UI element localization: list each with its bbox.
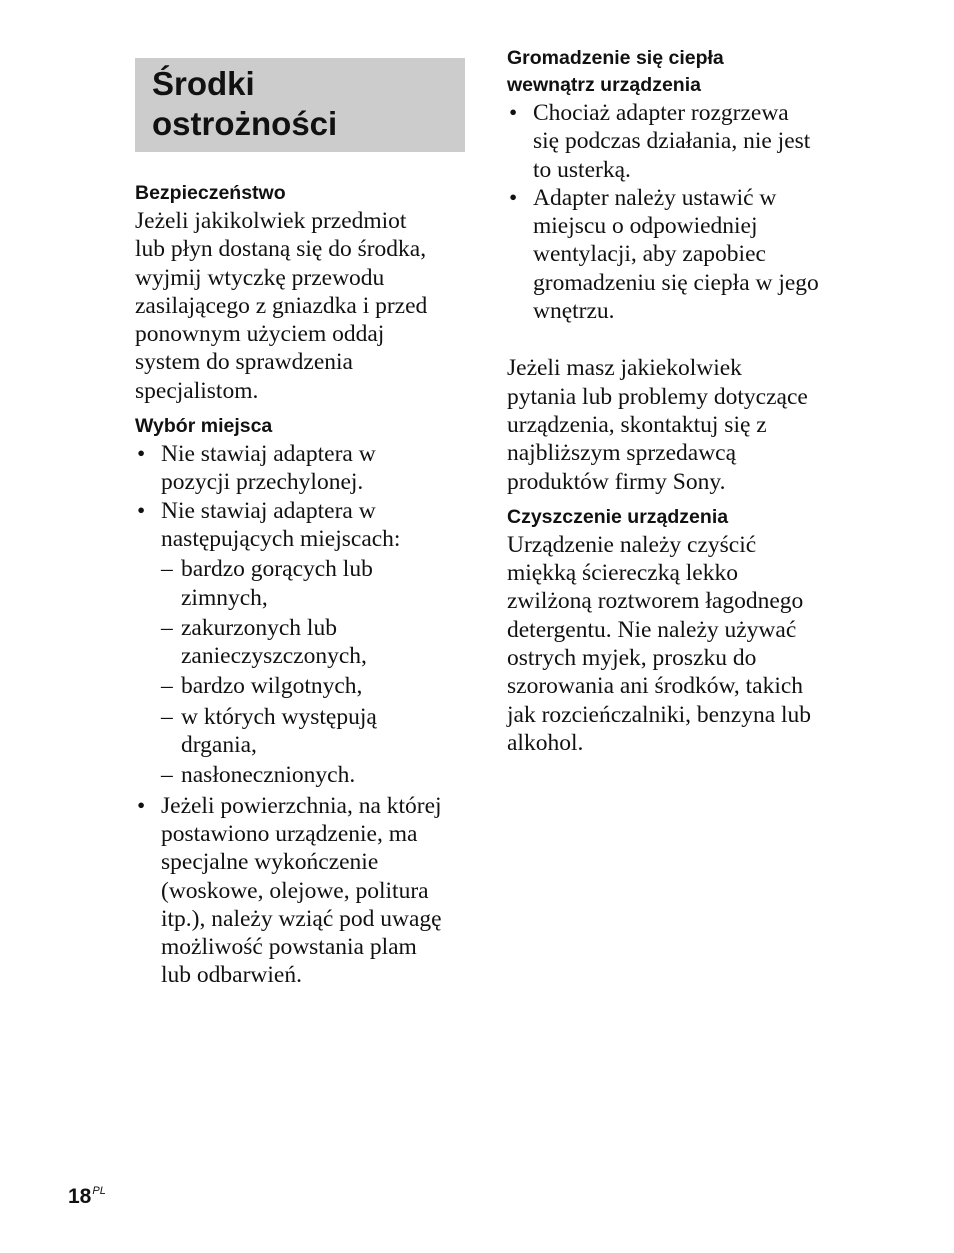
right-column — [507, 40, 837, 757]
text-line: zanieczyszczonych, — [181, 643, 367, 670]
cleaning-heading: Czyszczenie urządzenia — [507, 505, 729, 528]
sublist-item — [161, 703, 465, 760]
text-line: produktów firmy Sony. — [507, 468, 726, 495]
text-line: szorowania ani środków, takich — [507, 673, 804, 700]
text-line: Nie stawiaj adaptera w — [161, 441, 376, 468]
text-line: lub odbarwień. — [161, 962, 302, 989]
heading-line: Gromadzenie się ciepła — [507, 47, 724, 69]
text-line: specjalne wykończenie — [161, 849, 379, 876]
title-line: ostrożności — [152, 105, 338, 142]
text-line: to usterką. — [533, 156, 631, 183]
sublist-item — [161, 555, 465, 612]
page-number-value: 18 — [68, 1185, 92, 1208]
text-line: zimnych, — [181, 584, 268, 611]
contact-paragraph — [507, 354, 837, 495]
heat-section — [507, 45, 837, 325]
text-line: system do sprawdzenia — [135, 349, 353, 376]
list-item — [507, 99, 837, 184]
text-line: drgania, — [181, 732, 257, 759]
heading-line: wewnątrz urządzenia — [507, 74, 701, 96]
text-line: miękką ściereczką lekko — [507, 560, 738, 587]
text-line: Urządzenie należy czyścić — [507, 531, 757, 558]
section-title-box — [135, 58, 465, 152]
placement-section — [135, 413, 465, 990]
sublist-item — [161, 672, 465, 700]
text-line: miejscu o odpowiedniej — [533, 213, 758, 240]
text-line: jak rozcieńczalniki, benzyna lub — [507, 701, 812, 728]
text-line: Nie stawiaj adaptera w — [161, 497, 376, 524]
text-line: możliwość powstania plam — [161, 934, 417, 961]
text-line: detergentu. Nie należy używać — [507, 616, 797, 643]
text-line: bardzo gorących lub — [181, 556, 373, 583]
placement-list — [135, 440, 465, 990]
text-line: Jeżeli powierzchnia, na której — [161, 792, 442, 819]
text-line: zasilającego z gniazdka i przed — [135, 292, 428, 319]
text-line: zakurzonych lub — [181, 614, 337, 641]
list-item — [135, 497, 465, 790]
text-line: się podczas działania, nie jest — [533, 128, 811, 155]
text-line: gromadzeniu się ciepła w jego — [533, 269, 819, 296]
text-line: alkohol. — [507, 729, 584, 756]
text-line: wnętrzu. — [533, 298, 615, 325]
text-line: zwilżoną roztworem łagodnego — [507, 588, 804, 615]
text-line: urządzenia, skontaktuj się z — [507, 411, 767, 438]
text-line: itp.), należy wziąć pod uwagę — [161, 905, 442, 932]
left-column — [135, 40, 465, 990]
heat-heading — [507, 45, 837, 99]
location-sublist — [161, 555, 465, 789]
text-line: w których występują — [181, 703, 377, 730]
text-line: nasłonecznionych. — [181, 762, 356, 789]
text-line: Adapter należy ustawić w — [533, 184, 777, 211]
page-number — [68, 1178, 106, 1210]
list-item — [507, 184, 837, 325]
list-item — [135, 440, 465, 497]
text-line: następujących miejscach: — [161, 525, 401, 552]
sublist-item — [161, 614, 465, 671]
text-line: pozycji przechylonej. — [161, 469, 364, 496]
list-item — [135, 792, 465, 990]
cleaning-paragraph — [507, 531, 837, 757]
heat-list — [507, 99, 837, 325]
text-line: wyjmij wtyczkę przewodu — [135, 264, 385, 291]
text-line: ponownym użyciem oddaj — [135, 321, 385, 348]
text-line: Jeżeli masz jakiekolwiek — [507, 355, 742, 382]
text-line: postawiono urządzenie, ma — [161, 820, 418, 847]
cleaning-section — [507, 504, 837, 757]
text-line: ostrych myjek, proszku do — [507, 645, 757, 672]
text-line: wentylacji, aby zapobiec — [533, 241, 766, 268]
text-line: specjalistom. — [135, 377, 259, 404]
text-line: pytania lub problemy dotyczące — [507, 383, 808, 410]
text-line: Jeżeli jakikolwiek przedmiot — [135, 208, 407, 234]
text-line: Chociaż adapter rozgrzewa — [533, 100, 789, 126]
safety-section — [135, 180, 465, 405]
safety-heading: Bezpieczeństwo — [135, 182, 286, 204]
page-language-code: PL — [92, 1185, 106, 1197]
placement-heading: Wybór miejsca — [135, 415, 273, 438]
title-line: Środki — [152, 65, 255, 102]
text-line: lub płyn dostaną się do środka, — [135, 236, 427, 263]
page-title — [152, 64, 451, 144]
text-line: najbliższym sprzedawcą — [507, 440, 737, 467]
text-line: bardzo wilgotnych, — [181, 673, 363, 700]
safety-paragraph — [135, 207, 465, 405]
sublist-item — [161, 761, 465, 789]
text-line: (woskowe, olejowe, politura — [161, 877, 429, 904]
